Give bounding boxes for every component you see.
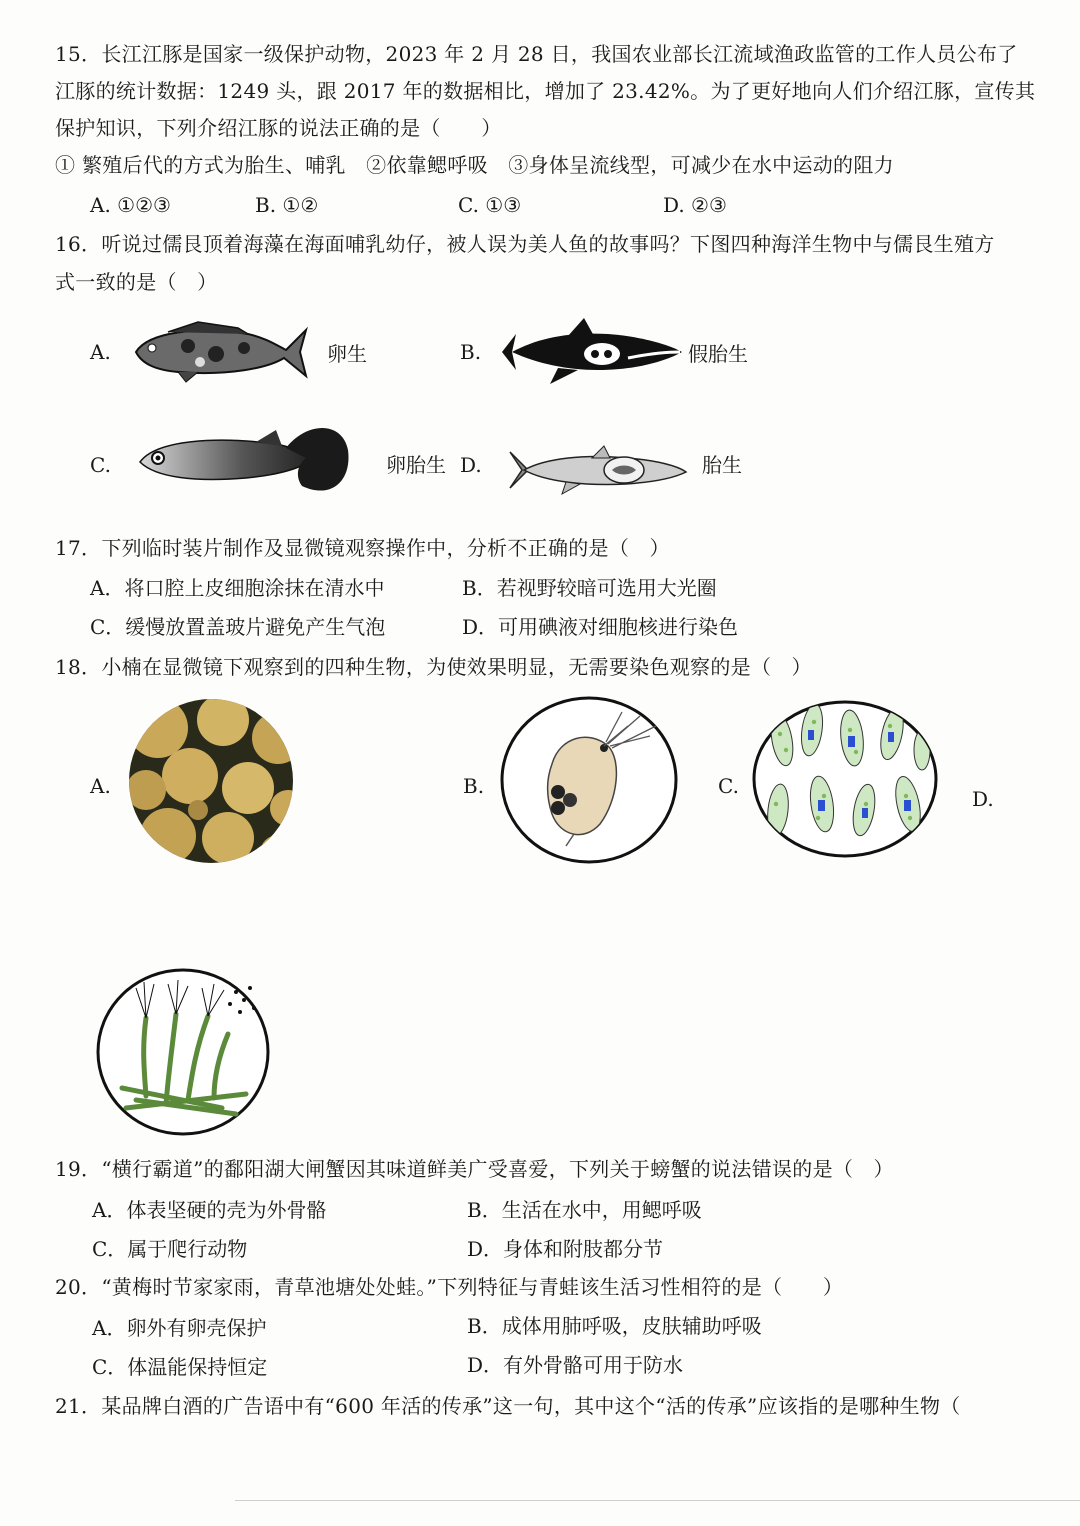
q16-stem-line-1: 16．听说过儒艮顶着海藻在海面哺乳幼仔，被人误为美人鱼的故事吗？下图四种海洋生物中与儒艮生殖方	[55, 232, 995, 256]
q15-option-d[interactable]: D. ②③	[663, 193, 727, 217]
q16-option-b-letter[interactable]: B.	[460, 340, 482, 364]
water-flea-image	[500, 696, 678, 864]
q16-option-c-letter[interactable]: C.	[90, 453, 111, 477]
q20-option-b[interactable]: B．成体用肺呼吸，皮肤辅助呼吸	[467, 1314, 762, 1338]
q15-stem-line-2: 江豚的统计数据：1249 头，跟 2017 年的数据相比，增加了 23.42%。为了更好地向人们介绍江豚，宣传其	[55, 79, 1036, 103]
shark-embryo-image	[498, 318, 684, 386]
q15-option-c[interactable]: C. ①③	[458, 193, 522, 217]
q15-option-a[interactable]: A. ①②③	[90, 193, 171, 217]
q15-option-b[interactable]: B. ①②	[255, 193, 319, 217]
spotted-fish-image	[128, 318, 308, 384]
q15-stem-line-1: 15．长江江豚是国家一级保护动物，2023 年 2 月 28 日，我国农业部长江流域渔政监管的工作人员公布了	[55, 42, 1018, 66]
q16-stem-line-2: 式一致的是（ ）	[55, 270, 218, 294]
q19-option-b[interactable]: B．生活在水中，用鳃呼吸	[467, 1198, 702, 1222]
q18-option-b-letter[interactable]: B.	[463, 774, 485, 798]
q18-option-c-letter[interactable]: C.	[718, 774, 739, 798]
q20-stem: 20．“黄梅时节家家雨，青草池塘处处蛙。”下列特征与青蛙该生活习性相符的是（ ）	[55, 1275, 844, 1299]
guppy-fish-image	[136, 420, 352, 498]
q17-option-a[interactable]: A．将口腔上皮细胞涂抹在清水中	[90, 576, 385, 600]
q18-option-a-letter[interactable]: A.	[90, 774, 111, 798]
q15-stem-line-3: 保护知识，下列介绍江豚的说法正确的是（ ）	[55, 116, 502, 140]
q17-stem: 17．下列临时装片制作及显微镜观察操作中，分析不正确的是（ ）	[55, 536, 670, 560]
paramecium-image	[752, 700, 938, 858]
q16-caption-c: 卵胎生	[386, 453, 446, 477]
q17-option-b[interactable]: B．若视野较暗可选用大光圈	[462, 576, 717, 600]
q16-caption-b: 假胎生	[688, 342, 748, 366]
q20-option-d[interactable]: D．有外骨骼可用于防水	[467, 1353, 684, 1377]
q18-option-d-letter[interactable]: D.	[972, 787, 994, 811]
q17-option-d[interactable]: D．可用碘液对细胞核进行染色	[462, 615, 739, 639]
shark-live-birth-image	[506, 444, 688, 496]
q19-stem: 19．“横行霸道”的鄱阳湖大闸蟹因其味道鲜美广受喜爱，下列关于螃蟹的说法错误的是（ ）	[55, 1157, 894, 1181]
q19-option-d[interactable]: D．身体和附肢都分节	[467, 1237, 664, 1261]
q21-stem: 21．某品牌白酒的广告语中有“600 年活的传承”这一句，其中这个“活的传承”应该指的是哪种生物（	[55, 1394, 961, 1418]
q16-option-d-letter[interactable]: D.	[460, 453, 482, 477]
q16-option-a-letter[interactable]: A.	[90, 340, 111, 364]
q20-option-a[interactable]: A．卵外有卵壳保护	[92, 1316, 267, 1340]
q16-caption-a: 卵生	[327, 342, 367, 366]
yeast-cells-image	[128, 698, 294, 864]
page-bottom-rule	[235, 1500, 1080, 1501]
q20-option-c[interactable]: C．体温能保持恒定	[92, 1355, 268, 1379]
q17-option-c[interactable]: C．缓慢放置盖玻片避免产生气泡	[90, 615, 386, 639]
q19-option-a[interactable]: A．体表坚硬的壳为外骨骼	[92, 1198, 327, 1222]
q16-caption-d: 胎生	[702, 453, 742, 477]
q15-statements: ① 繁殖后代的方式为胎生、哺乳 ②依靠鳃呼吸 ③身体呈流线型，可减少在水中运动的阻力	[55, 153, 894, 177]
q18-stem: 18．小楠在显微镜下观察到的四种生物，为使效果明显，无需要染色观察的是（ ）	[55, 655, 812, 679]
penicillium-mold-image	[96, 968, 270, 1136]
q19-option-c[interactable]: C．属于爬行动物	[92, 1237, 248, 1261]
